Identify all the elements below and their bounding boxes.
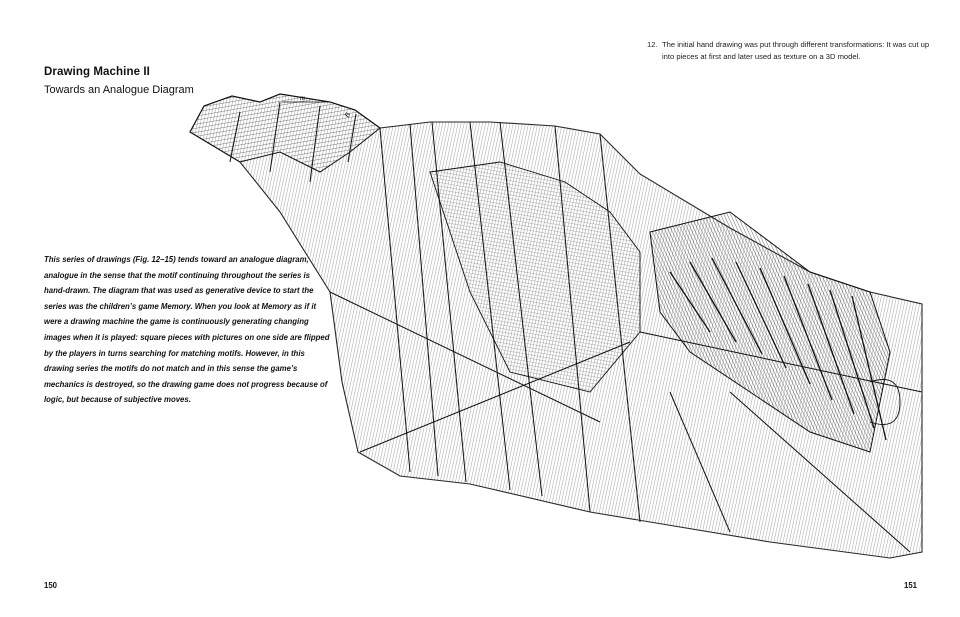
caption-number: 12. xyxy=(647,40,658,49)
body-paragraph: This series of drawings (Fig. 12–15) tends toward an analogue diagram, analogue in the sense that the motif continuing throughout the series is hand-drawn. The diagram that was used as generative device to start the series was the children’s game Memory. When you look at Memory as if it were a drawing machine the game is continuously generating changing images when it is played: square pieces with pictures on one side are flipped by the players in turns searching for matching motifs. However, in this drawing series the motifs do not match and in this sense the game’s mechanics is destroyed, so the drawing game does not progress because of logic, but because of subjective moves. xyxy=(44,255,330,405)
page-number-right: 151 xyxy=(904,581,918,590)
page-subtitle: Towards an Analogue Diagram xyxy=(44,84,194,96)
drawing-label-m: m xyxy=(300,94,306,102)
caption-line-2: into pieces at first and later used as texture on a 3D model. xyxy=(662,52,861,61)
figure-caption xyxy=(647,39,937,63)
caption-line-1: The initial hand drawing was put through different transformations: It was cut up xyxy=(662,40,930,49)
hand-drawing-figure xyxy=(170,92,930,582)
drawing-label-b: B xyxy=(342,111,352,119)
page-number-left: 150 xyxy=(44,581,58,590)
page-title: Drawing Machine II xyxy=(44,66,150,78)
